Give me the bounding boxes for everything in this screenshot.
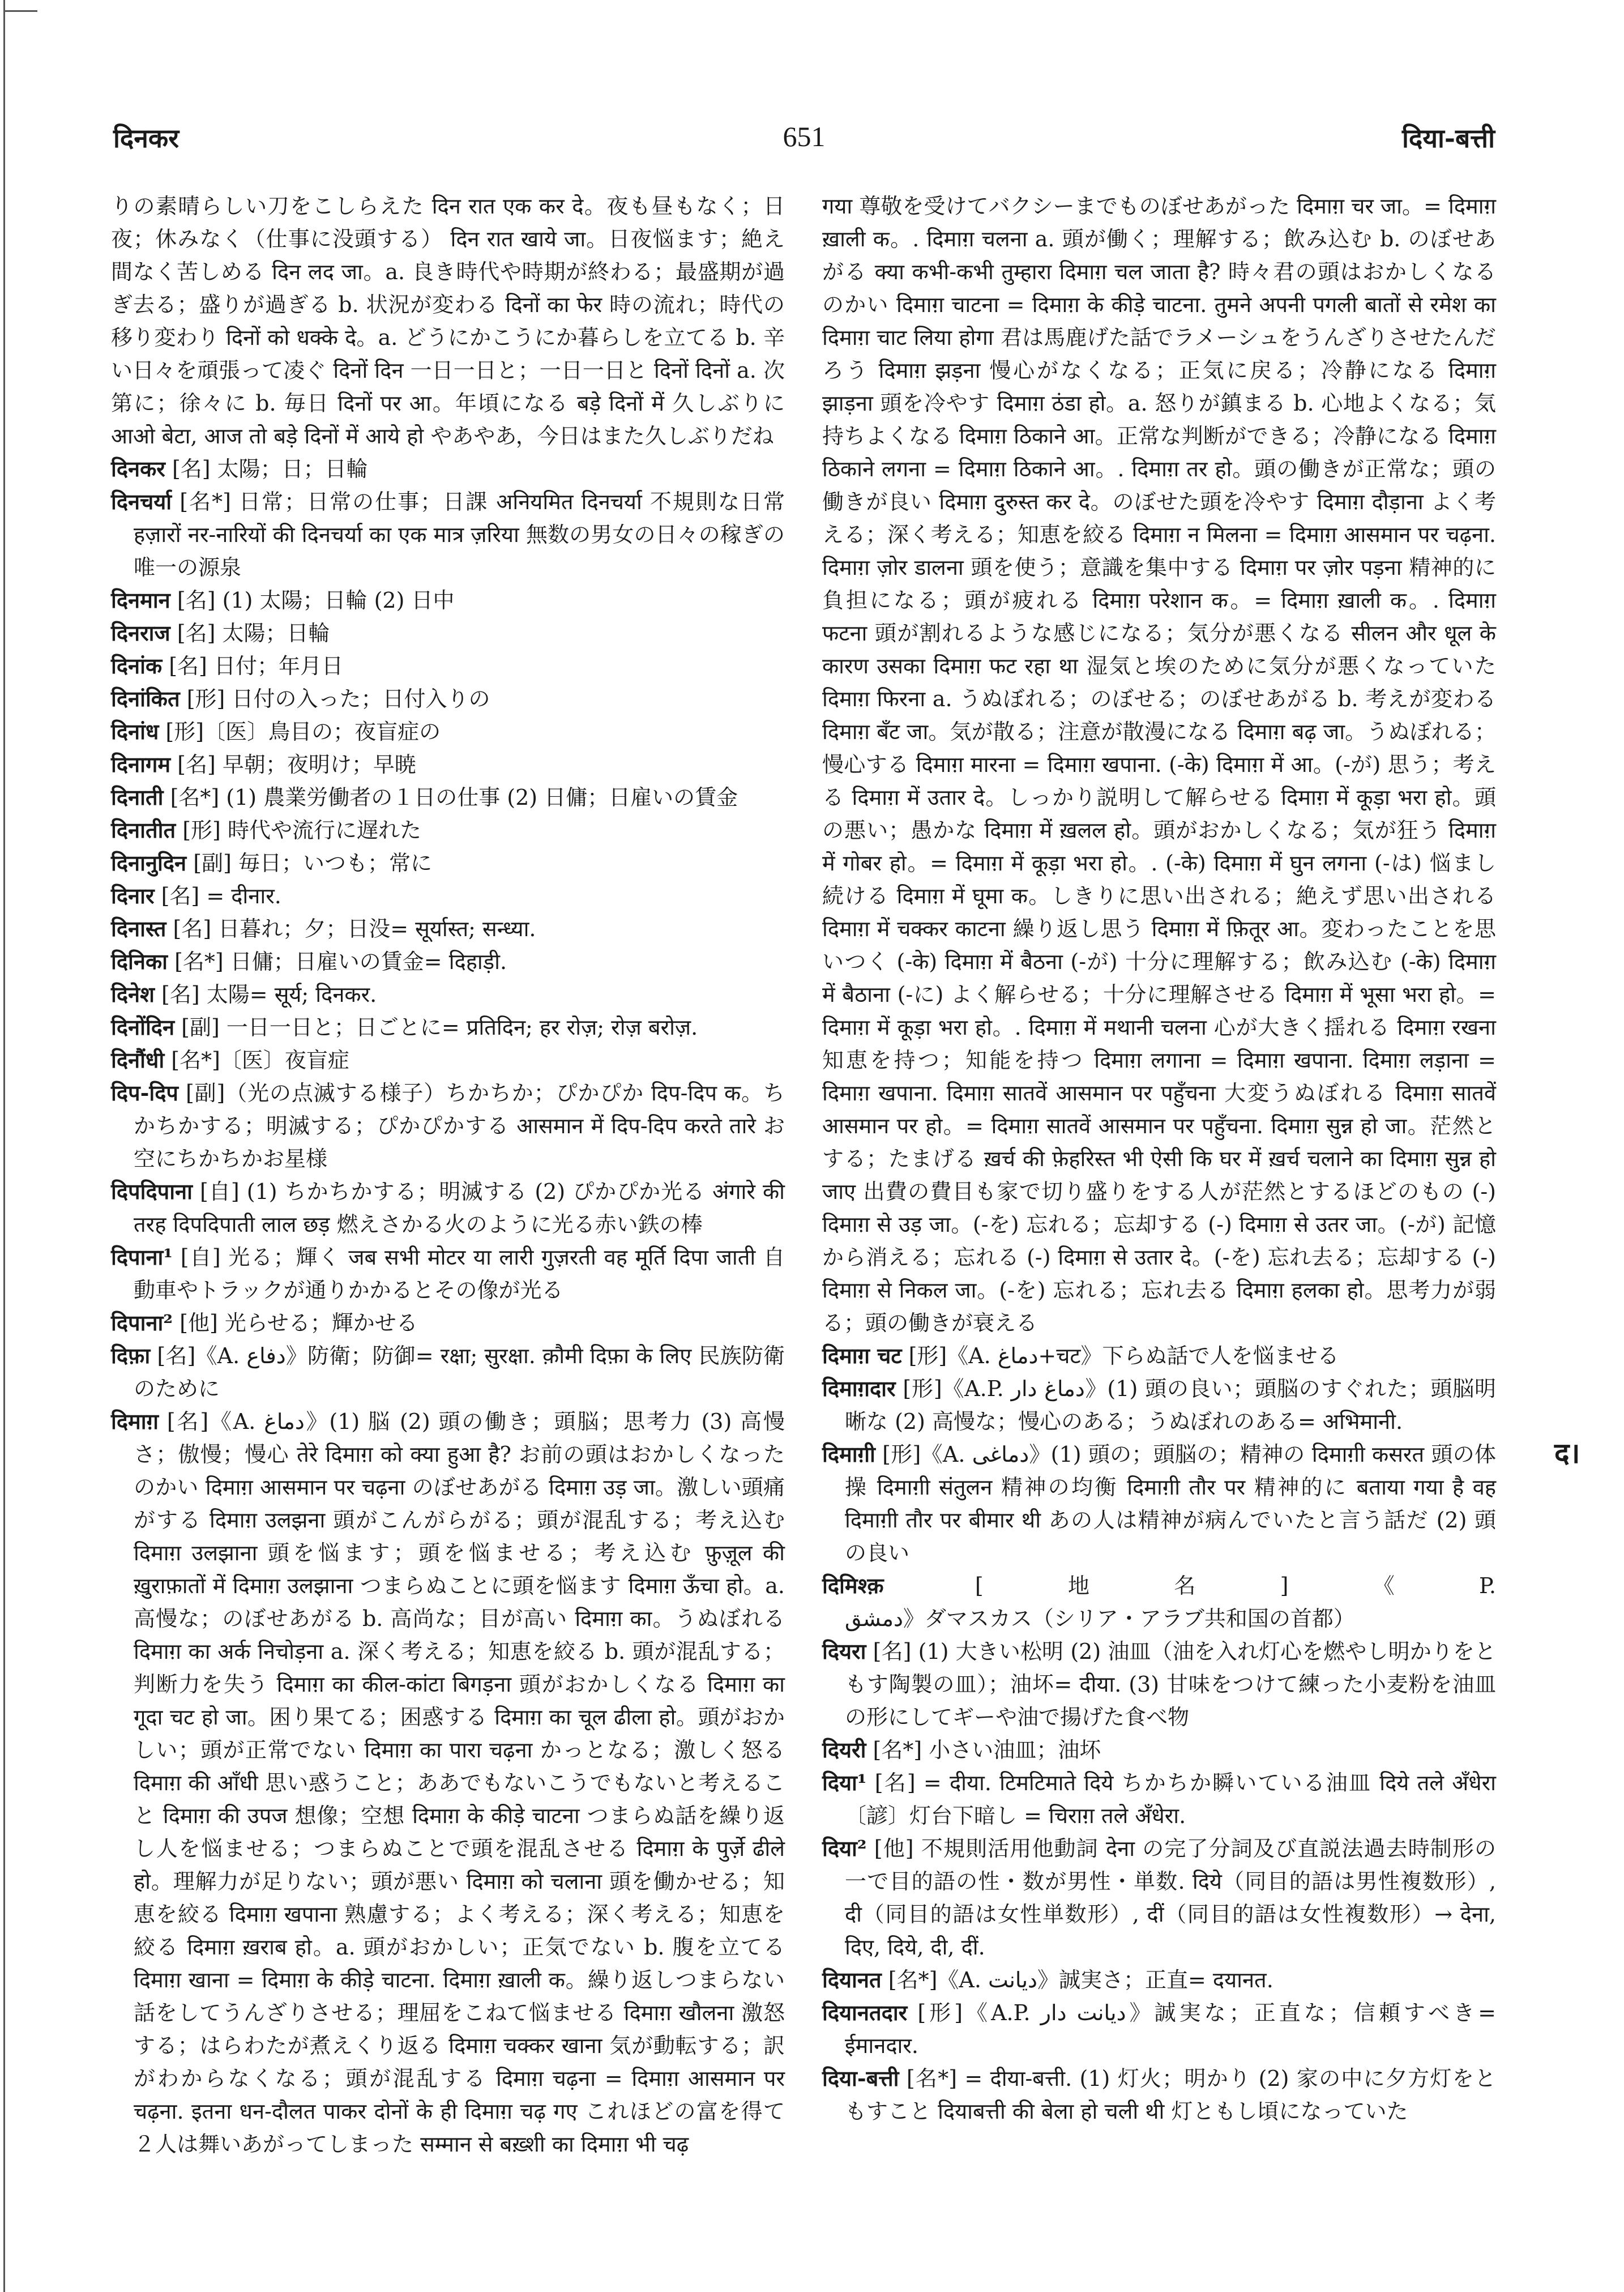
dictionary-entry: [111, 584, 785, 617]
entry-headword: दिनातीत: [111, 817, 176, 843]
entry-definition: [形]〔医〕鳥目の；夜盲症の: [165, 719, 441, 744]
entry-headword: दिपाना¹: [111, 1244, 173, 1270]
entry-headword: दिनानुदिन: [111, 850, 187, 876]
entry-definition: [名]《A. دماغ》(1) 脳 (2) 頭の働き；頭脳；思考力 (3) 高慢さ；傲慢；慢心 तेरे दिमाग़ को क्या हुआ है? お前の頭はおかしくなったのかい दिमाग़ आसमान पर चढ़ना のぼせあがる दिमाग़ उड़ जा。激しい頭痛がする दिमाग़ उलझना 頭がこんがらがる；頭が混乱する；考え込む दिमाग़ उलझाना 頭を悩ます；頭を悩ませる；考え込む फ़ुज़ूल की ख़ुराफ़ातों में दिमाग़ उलझाना つまらぬことに頭を悩ます दिमाग़ ऊँचा हो。a. 高慢な；のぼせあがる b. 高尚な；目が高い दिमाग़ का。うぬぼれる दिमाग़ का अर्क निचोड़ना a. 深く考える；知恵を絞る b. 頭が混乱する；判断力を失う दिमाग़ का कील-कांटा बिगड़ना 頭がおかしくなる दिमाग़ का गूदा चट हो जा。困り果てる；困惑する दिमाग़ का चूल ढीला हो。頭がおかしい；頭が正常でない दिमाग़ का पारा चढ़ना かっとなる；激しく怒る दिमाग़ की आँधी 思い惑うこと；ああでもないこうでもないと考えること दिमाग़ की उपज 想像；空想 दिमाग़ के कीड़े चाटना つまらぬ話を繰り返し人を悩ませる；つまらぬことで頭を混乱させる दिमाग़ के पुर्ज़े ढीले हो。理解力が足りない；頭が悪い दिमाग़ को चलाना 頭を働かせる；知恵を絞る दिमाग़ खपाना 熟慮する；よく考える；深く考える；知恵を絞る दिमाग़ ख़राब हो。a. 頭がおかしい；正気でない b. 腹を立てる दिमाग़ खाना = दिमाग़ के कीड़े चाटना. दिमाग़ ख़ाली क。繰り返しつまらない話をしてうんざりさせる；理屈をこねて悩ませる दिमाग़ खौलना 激怒する；はらわたが煮えくり返る दिमाग़ चक्कर खाना 気が動転する；訳がわからなくなる；頭が混乱する दिमाग़ चढ़ना = दिमाग़ आसमान पर चढ़ना. इतना धन-दौलत पाकर दोनों के ही दिमाग़ चढ़ गए これほどの富を得て２人は舞いあがってしまった सम्मान से बख़्शी का दिमाग़ भी चढ़: [134, 1409, 785, 2157]
entry-headword: दिनराज: [111, 620, 170, 646]
entry-definition: [名*]〔医〕夜盲症: [171, 1048, 349, 1073]
entry-definition: [形] 日付の入った；日付入りの: [186, 686, 490, 711]
entry-headword: दिप-दिप: [111, 1080, 178, 1106]
entry-definition: [形]《A. دماغی》(1) 頭の；頭脳の；精神の दिमाग़ी कसरत 頭の体操 दिमाग़ी संतुलन 精神の均衡 दिमाग़ी तौर पर 精神的に बताया गया है वह दिमाग़ी तौर पर बीमार थी あの人は精神が病んでいたと言う話だ (2) 頭の良い: [845, 1442, 1496, 1565]
entry-headword: दिपाना²: [111, 1310, 173, 1335]
entry-headword: दिमाग़ी: [822, 1441, 875, 1467]
entry-definition: [自] (1) ちかちかする；明滅する (2) ぴかぴか光る अंगारे की तरह दिपदिपाती लाल छड़ 燃えさかる火のように光る赤い鉄の棒: [134, 1179, 785, 1237]
entry-definition: [名] 太陽；日；日輪: [172, 456, 368, 481]
page-header: [113, 120, 1495, 160]
dictionary-entry: [822, 1438, 1496, 1569]
dictionary-entry: [111, 1339, 785, 1405]
entry-definition: [自] 光る；輝く जब सभी मोटर या लारी गुज़रती वह मूर्ति दिपा जाती 自動車やトラックが通りかかるとその像が光る: [134, 1245, 785, 1303]
dictionary-entry: [111, 682, 785, 715]
entry-definition: [副]（光の点滅する様子）ちかちか；ぴかぴか दिप-दिप क。ちかちかする；明滅する；ぴかぴかする आसमान में दिप-दिप करते तारे お空にちかちかお星様: [134, 1081, 785, 1171]
entry-definition: [形]《A. دماغ+चट》下らぬ話で人を悩ませる: [908, 1343, 1339, 1368]
dictionary-entry: [111, 1077, 785, 1175]
entry-definition: [名] 日付；年月日: [169, 654, 343, 678]
entry-headword: दिनास्त: [111, 916, 166, 941]
dictionary-entry: [111, 617, 785, 650]
dictionary-entry: [111, 1405, 785, 2161]
entry-definition: [地名]《P. دمشق》ダマスカス（シリア・アラブ共和国の首都）: [845, 1573, 1496, 1631]
entry-definition: [形]《A.P. دیانت دار》誠実な；正直な；信頼すべき= ईमानदार.: [845, 2000, 1496, 2058]
entry-headword: दिनांकित: [111, 686, 180, 711]
dictionary-entry: [822, 1569, 1496, 1635]
entry-headword: दियानतदार: [822, 2000, 908, 2025]
dictionary-entry: [111, 715, 785, 748]
entry-headword: दिफ़ा: [111, 1343, 151, 1368]
scan-border-top: [3, 10, 37, 12]
dictionary-entry: [822, 1734, 1496, 1766]
entry-headword: दिनचर्या: [111, 489, 172, 514]
entry-headword: दिनागम: [111, 752, 171, 777]
dictionary-entry: [822, 1339, 1496, 1372]
entry-definition: [副] 一日一日と；日ごとに= प्रतिदिन; हर रोज़; रोज़ बरोज़.: [181, 1015, 698, 1040]
dictionary-entry: [111, 1175, 785, 1241]
entry-headword: दियरी: [822, 1737, 866, 1762]
dictionary-entry: [111, 1044, 785, 1077]
entry-definition: [名] = दीनार.: [161, 883, 281, 908]
entry-headword: दिया-बत्ती: [822, 2065, 899, 2091]
dictionary-entry: [822, 1996, 1496, 2062]
entry-definition: [名*] 小さい油皿；油坏: [873, 1738, 1101, 1762]
dictionary-entry: [111, 1307, 785, 1339]
entry-definition: [副] 毎日；いつも；常に: [193, 851, 432, 876]
entry-definition: [名] (1) 大きい松明 (2) 油皿（油を入れ灯心を燃やし明かりをともす陶製の皿）；油坏= दीया. (3) 甘味をつけて練った小麦粉を油皿の形にしてギーや油で揚げた食べ物: [845, 1639, 1496, 1730]
entry-headword: दिनाती: [111, 784, 164, 810]
dictionary-entry: [111, 781, 785, 814]
entry-definition: りの素晴らしい刀をこしらえた दिन रात एक कर दे。夜も昼もなく；日夜；休みなく（仕事に没頭する） दिन रात खाये जा。日夜悩ます；絶え間なく苦しめる दिन लद जा。a. 良き時代や時期が終わる；最盛期が過ぎ去る；盛りが過ぎる b. 状況が変わる दिनों का फेर 時の流れ；時代の移り変わり दिनों को धक्के दे。a. どうにかこうにか暮らしを立てる b. 辛い日々を頑張って凌ぐ दिनों दिन 一日一日と；一日一日と दिनों दिनों a. 次第に；徐々に b. 毎日 दिनों पर आ。年頃になる बड़े दिनों में 久しぶりに आओ बेटा, आज तो बड़े दिनों में आये हो やあやあ，今日はまた久しぶりだね: [111, 194, 785, 449]
dictionary-entry: [111, 912, 785, 945]
dictionary-entry: [822, 2062, 1496, 2128]
entry-headword: दिमिश्क़: [822, 1573, 884, 1598]
dictionary-entry: [111, 814, 785, 847]
entry-headword: दिमाग़दार: [822, 1376, 896, 1401]
entry-definition: [名] (1) 太陽；日輪 (2) 日中: [177, 588, 455, 613]
entry-definition: [名*] 日常；日常の仕事；日課 अनियमित दिनचर्या 不規則な日常 हज़ारों नर-नारियों की दिनचर्या का एक मात्र ज़रिया 無数の男女の日々の稼ぎの唯一の源泉: [134, 489, 785, 580]
dictionary-entry: [111, 748, 785, 781]
left-column: [111, 190, 785, 2161]
dictionary-entry: [822, 1766, 1496, 1832]
entry-definition: [名*]《A. دیانت》誠実さ；正直= दयानत.: [888, 1967, 1273, 1992]
entry-headword: दिमाग़: [111, 1409, 159, 1434]
entry-headword: दिपदिपाना: [111, 1179, 193, 1204]
entry-definition: [名] 日暮れ；夕；日没= सूर्यास्त; सन्ध्या.: [173, 916, 536, 941]
dictionary-entry: [111, 453, 785, 485]
dictionary-entry: [822, 1635, 1496, 1734]
dictionary-entry: [111, 978, 785, 1011]
entry-headword: दिनमान: [111, 587, 170, 613]
entry-headword: दिया²: [822, 1836, 867, 1861]
entry-definition: [名] 太陽= सूर्य; दिनकर.: [161, 982, 377, 1007]
dictionary-entry: [111, 1011, 785, 1044]
entry-definition: [名]《A. دفاع》防衛；防御= रक्षा; सुरक्षा. क़ौमी दिफ़ा के लिए 民族防衛のために: [134, 1343, 785, 1401]
entry-definition: [名] = दीया. टिमटिमाते दिये ちかちか瞬いている油皿 दिये तले अँधेरा〔諺〕灯台下暗し = चिराग़ तले अँधेरा.: [845, 1770, 1496, 1828]
left-guide-word: दिनकर: [113, 123, 180, 153]
entry-definition: [名] 太陽；日輪: [177, 621, 330, 646]
entry-definition: [形] 時代や流行に遅れた: [182, 818, 421, 843]
entry-headword: दिनेश: [111, 981, 155, 1007]
entry-headword: दिमाग़ चट: [822, 1343, 902, 1368]
entry-headword: दिनिका: [111, 949, 168, 974]
right-column: [822, 190, 1496, 2128]
entry-definition: [他] 光らせる；輝かせる: [180, 1311, 418, 1335]
entry-headword: दिनार: [111, 883, 155, 908]
entry-headword: दिया¹: [822, 1770, 867, 1795]
dictionary-entry: [111, 650, 785, 682]
dictionary-entry: [111, 485, 785, 584]
entry-definition: गया 尊敬を受けてバクシーまでものぼせあがった दिमाग़ चर जा。= दिमाग़ ख़ाली क。. दिमाग़ चलना a. 頭が働く；理解する；飲み込む b. のぼせあがる क्या कभी-कभी तुम्हारा दिमाग़ चल जाता है? 時々君の頭はおかしくなるのかい दिमाग़ चाटना = दिमाग़ के कीड़े चाटना. तुमने अपनी पगली बातों से रमेश का दिमाग़ चाट लिया होगा 君は馬鹿げた話でラメーシュをうんざりさせたんだろう दिमाग़ झड़ना 慢心がなくなる；正気に戻る；冷静になる दिमाग़ झाड़ना 頭を冷やす दिमाग़ ठंडा हो。a. 怒りが鎮まる b. 心地よくなる；気持ちよくなる दिमाग़ ठिकाने आ。正常な判断ができる；冷静になる दिमाग़ ठिकाने लगना = दिमाग़ ठिकाने आ。. दिमाग़ तर हो。頭の働きが正常な；頭の働きが良い दिमाग़ दुरुस्त कर दे。のぼせた頭を冷やす दिमाग़ दौड़ाना よく考える；深く考える；知恵を絞る दिमाग़ न मिलना = दिमाग़ आसमान पर चढ़ना. दिमाग़ ज़ोर डालना 頭を使う；意識を集中する दिमाग़ पर ज़ोर पड़ना 精神的に負担になる；頭が疲れる दिमाग़ परेशान क。= दिमाग़ ख़ाली क。. दिमाग़ फटना 頭が割れるような感じになる；気分が悪くなる सीलन और धूल के कारण उसका दिमाग़ फट रहा था 湿気と埃のために気分が悪くなっていた दिमाग़ फिरना a. うぬぼれる；のぼせる；のぼせあがる b. 考えが変わる दिमाग़ बँट जा。気が散る；注意が散漫になる दिमाग़ बढ़ जा。うぬぼれる；慢心する दिमाग़ मारना = दिमाग़ खपाना. (-के) दिमाग़ में आ。(-が) 思う；考える दिमाग़ में उतार दे。しっかり説明して解らせる दिमाग़ में कूड़ा भरा हो。頭の悪い；愚かな दिमाग़ में ख़लल हो。頭がおかしくなる；気が狂う दिमाग़ में गोबर हो。= दिमाग़ में कूड़ा भरा हो。. (-के) दिमाग़ में घुन लगना (-は) 悩まし続ける दिमाग़ में घूमा क。しきりに思い出される；絶えず思い出される दिमाग़ में चक्कर काटना 繰り返し思う दिमाग़ में फ़ितूर आ。変わったことを思いつく (-के) दिमाग़ में बैठना (-が) 十分に理解する；飲み込む (-के) दिमाग़ में बैठाना (-に) よく解らせる；十分に理解させる दिमाग़ में भूसा भरा हो。= दिमाग़ में कूड़ा भरा हो。. दिमाग़ में मथानी चलना 心が大きく揺れる दिमाग़ रखना 知恵を持つ；知能を持つ दिमाग़ लगाना = दिमाग़ खपाना. दिमाग़ लड़ाना = दिमाग़ खपाना. दिमाग़ सातवें आसमान पर पहुँचना 大変うぬぼれる दिमाग़ सातवें आसमान पर हो。= दिमाग़ सातवें आसमान पर पहुँचना. दिमाग़ सुन्न हो जा。茫然とする；たまげる ख़र्च की फ़ेहरिस्त भी ऐसी कि घर में ख़र्च चलाने का दिमाग़ सुन्न हो जाए 出費の費目も家で切り盛りをする人が茫然とするほどのもの (-) दिमाग़ से उड़ जा。(-を) 忘れる；忘却する (-) दिमाग़ से उतर जा。(-が) 記憶から消える；忘れる (-) दिमाग़ से उतार दे。(-を) 忘れ去る；忘却する (-) दिमाग़ से निकल जा。(-を) 忘れる；忘れ去る दिमाग़ हलका हो。思考力が弱る；頭の働きが衰える: [822, 194, 1496, 1335]
entry-headword: दियानत: [822, 1967, 882, 1992]
entry-continuation: [111, 190, 785, 453]
entry-definition: [他] 不規則活用他動詞 देना の完了分詞及び直説法過去時制形の一で目的語の性・数が男性・単数. दिये（同目的語は男性複数形）, दी（同目的語は女性単数形）, दीं（同目的語は女性複数形）→ देना, दिए, दिये, दी, दीं.: [845, 1836, 1496, 1960]
dictionary-entry: [111, 945, 785, 978]
entry-definition: [名*] 日傭；日雇いの賃金= दिहाड़ी.: [174, 949, 507, 974]
entry-definition: [形]《A.P. دماغ دار》(1) 頭の良い；頭脳のすぐれた；頭脳明晰な (2) 高慢な；慢心のある；うぬぼれのある= अभिमानी.: [845, 1376, 1497, 1434]
dictionary-entry: [111, 1241, 785, 1307]
entry-definition: [名*] (1) 農業労働者の１日の仕事 (2) 日傭；日雇いの賃金: [170, 785, 738, 810]
entry-headword: दिनौंधी: [111, 1047, 165, 1073]
dictionary-entry: [111, 880, 785, 912]
entry-headword: दिनांक: [111, 653, 163, 678]
entry-headword: दिनकर: [111, 456, 165, 481]
entry-headword: दियरा: [822, 1638, 866, 1664]
dictionary-entry: [822, 1372, 1496, 1438]
thumb-index-tab: द।: [1554, 1436, 1580, 1470]
dictionary-entry: [822, 1964, 1496, 1996]
entry-definition: [名] 早朝；夜明け；早暁: [177, 752, 416, 777]
page-number: 651: [783, 121, 826, 152]
scan-border: [3, 0, 5, 2292]
entry-headword: दिनांध: [111, 719, 159, 744]
dictionary-entry: [822, 1832, 1496, 1964]
right-guide-word: दिया-बत्ती: [1402, 123, 1495, 153]
dictionary-entry: [111, 847, 785, 880]
entry-headword: दिनोंदिन: [111, 1014, 175, 1040]
entry-continuation: [822, 190, 1496, 1339]
entry-definition: [名*] = दीया-बत्ती. (1) 灯火；明かり (2) 家の中に夕方灯をともすこと दियाबत्ती की बेला हो चली थी 灯ともし頃になっていた: [845, 2066, 1496, 2124]
